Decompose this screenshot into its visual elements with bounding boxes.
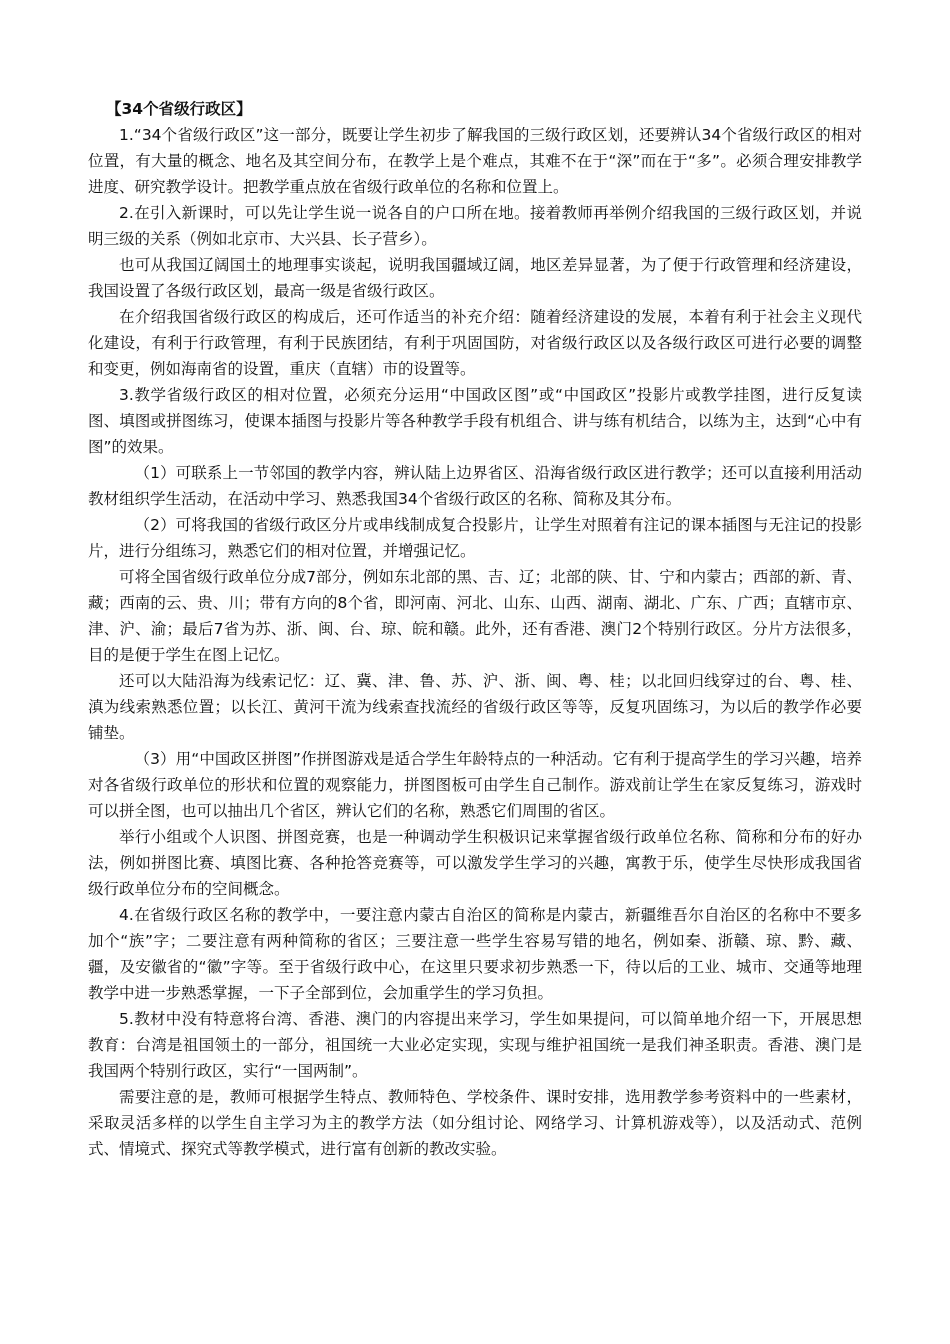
paragraph-9: 还可以大陆沿海为线索记忆：辽、冀、津、鲁、苏、沪、浙、闽、粤、桂；以北回归线穿过的台、粤、桂、滇为线索熟悉位置；以长江、黄河干流为线索查找流经的省级行政区等等，反复巩固练习，为以后的教学作必要铺垫。	[88, 672, 862, 742]
paragraph-14: 需要注意的是，教师可根据学生特点、教师特色、学校条件、课时安排，选用教学参考资料中的一些素材，采取灵活多样的以学生自主学习为主的教学方法（如分组讨论、网络学习、计算机游戏等），以及活动式、范例式、情境式、探究式等教学模式，进行富有创新的教改实验。	[88, 1088, 862, 1158]
paragraph-8: 可将全国省级行政单位分成7部分，例如东北部的黑、吉、辽；北部的陕、甘、宁和内蒙古；西部的新、青、藏；西南的云、贵、川；带有方向的8个省，即河南、河北、山东、山西、湖南、湖北、广东、广西；直辖市京、津、沪、渝；最后7省为苏、浙、闽、台、琼、皖和赣。此外，还有香港、澳门2个特别行政区。分片方法很多，目的是便于学生在图上记忆。	[88, 568, 862, 664]
paragraph-3: 也可从我国辽阔国土的地理事实谈起，说明我国疆域辽阔，地区差异显著，为了便于行政管理和经济建设，我国设置了各级行政区划，最高一级是省级行政区。	[88, 256, 862, 300]
section-heading: 【34个省级行政区】	[106, 100, 252, 118]
paragraph-1: 1.“34个省级行政区”这一部分，既要让学生初步了解我国的三级行政区划，还要辨认34个省级行政区的相对位置，有大量的概念、地名及其空间分布，在教学上是个难点，其难不在于“深”而在于“多”。必须合理安排教学进度、研究教学设计。把教学重点放在省级行政单位的名称和位置上。	[88, 126, 862, 196]
paragraph-5: 3.教学省级行政区的相对位置，必须充分运用“中国政区图”或“中国政区”投影片或教学挂图，进行反复读图、填图或拼图练习，使课本插图与投影片等各种教学手段有机组合、讲与练有机结合，以练为主，达到“心中有图”的效果。	[88, 386, 862, 456]
paragraph-12: 4.在省级行政区名称的教学中，一要注意内蒙古自治区的简称是内蒙古，新疆维吾尔自治区的名称中不要多加个“族”字；二要注意有两种简称的省区；三要注意一些学生容易写错的地名，例如秦、浙赣、琼、黔、藏、疆，及安徽省的“徽”字等。至于省级行政中心，在这里只要求初步熟悉一下，待以后的工业、城市、交通等地理教学中进一步熟悉掌握，一下子全部到位，会加重学生的学习负担。	[88, 906, 862, 1002]
paragraph-6: （1）可联系上一节邻国的教学内容，辨认陆上边界省区、沿海省级行政区进行教学；还可以直接利用活动教材组织学生活动，在活动中学习、熟悉我国34个省级行政区的名称、简称及其分布。	[88, 464, 862, 508]
paragraph-11: 举行小组或个人识图、拼图竞赛，也是一种调动学生积极识记来掌握省级行政单位名称、简称和分布的好办法，例如拼图比赛、填图比赛、各种抢答竞赛等，可以激发学生学习的兴趣，寓教于乐，使学生尽快形成我国省级行政单位分布的空间概念。	[88, 828, 862, 898]
paragraph-2: 2.在引入新课时，可以先让学生说一说各自的户口所在地。接着教师再举例介绍我国的三级行政区划，并说明三级的关系（例如北京市、大兴县、长子营乡）。	[88, 204, 862, 248]
paragraph-7: （2）可将我国的省级行政区分片或串线制成复合投影片，让学生对照着有注记的课本插图与无注记的投影片，进行分组练习，熟悉它们的相对位置，并增强记忆。	[88, 516, 862, 560]
paragraph-13: 5.教材中没有特意将台湾、香港、澳门的内容提出来学习，学生如果提问，可以简单地介绍一下，开展思想教育：台湾是祖国领土的一部分，祖国统一大业必定实现，实现与维护祖国统一是我们神圣职责。香港、澳门是我国两个特别行政区，实行“一国两制”。	[88, 1010, 862, 1080]
paragraph-10: （3）用“中国政区拼图”作拼图游戏是适合学生年龄特点的一种活动。它有利于提高学生的学习兴趣，培养对各省级行政单位的形状和位置的观察能力，拼图图板可由学生自己制作。游戏前让学生在家反复练习，游戏时可以拼全图，也可以抽出几个省区，辨认它们的名称，熟悉它们周围的省区。	[88, 750, 862, 820]
document-page	[88, 96, 862, 1162]
paragraph-4: 在介绍我国省级行政区的构成后，还可作适当的补充介绍：随着经济建设的发展，本着有利于社会主义现代化建设，有利于行政管理，有利于民族团结，有利于巩固国防，对省级行政区以及各级行政区可进行必要的调整和变更，例如海南省的设置，重庆（直辖）市的设置等。	[88, 308, 862, 378]
